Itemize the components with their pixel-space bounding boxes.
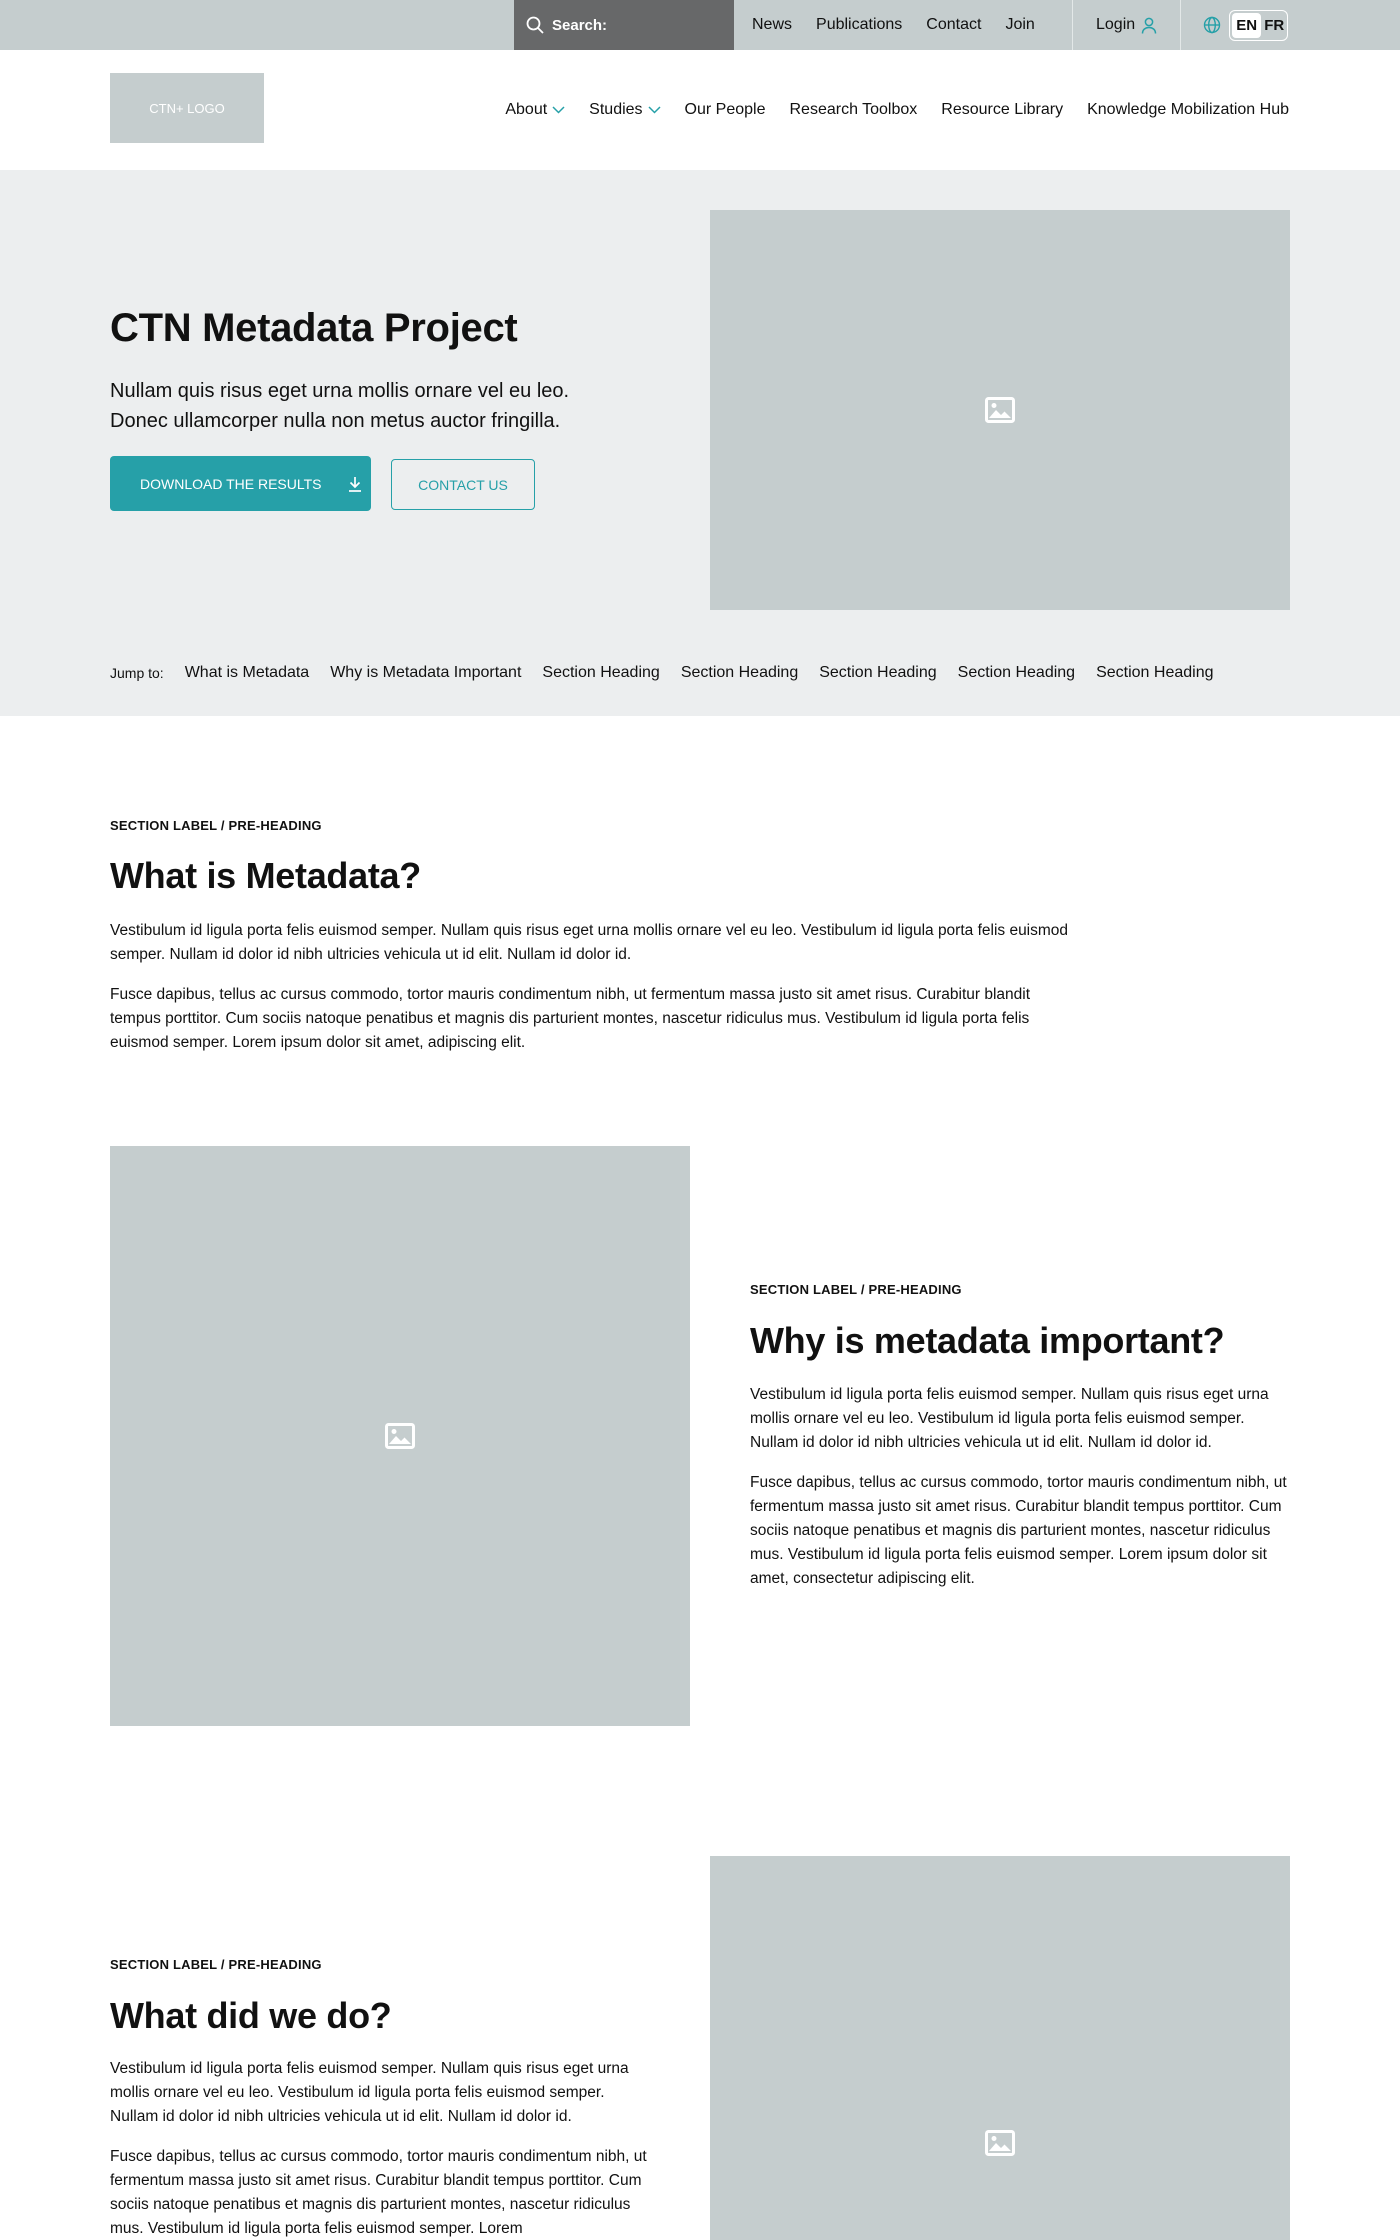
util-link-join[interactable]: Join [1005,16,1035,33]
download-results-button[interactable] [110,456,371,511]
login-button[interactable] [1096,0,1157,50]
search-icon [526,16,544,34]
section-heading: Why is metadata important? [750,1320,1225,1361]
user-icon [1141,17,1157,34]
nav-item-research-toolbox[interactable]: Research Toolbox [789,101,918,118]
search-placeholder: Search: [552,16,608,34]
globe-icon [1203,16,1221,34]
language-en[interactable]: EN [1232,13,1261,38]
image-placeholder [110,1146,690,1726]
nav-item-about[interactable] [505,101,565,119]
section-paragraph: Fusce dapibus, tellus ac cursus commodo, tortor mauris condimentum nibh, ut fermentum massa justo sit amet risus. Curabitur blandit tempus porttitor. Cum sociis natoque penatibus et magnis dis parturient montes, nascetur ridiculus mus. Vestibulum id ligula porta felis euismod semper. Lorem ipsum dolor sit amet, adipiscing elit. [110,986,1031,1051]
download-icon [348,476,362,492]
section-paragraph: Vestibulum id ligula porta felis euismod semper. Nullam quis risus eget urna mollis ornare vel eu leo. Vestibulum id ligula porta felis euismod semper. Nullam id dolor id nibh ultricies vehicula ut id elit. Nullam id dolor id. [750,1386,1269,1451]
section-heading: What is Metadata? [110,855,421,896]
main-nav [505,50,1289,170]
hero-section [0,170,1400,716]
button-label: CONTACT US [418,476,508,493]
chevron-down-icon [648,106,661,114]
logo-text: CTN+ LOGO [149,100,225,116]
image-icon [385,1423,415,1449]
language-fr[interactable]: FR [1264,17,1285,34]
hero-subtitle: Nullam quis risus eget urna mollis ornare vel eu leo. Donec ullamcorper nulla non metus auctor fringilla. [110,380,570,432]
section-heading: What did we do? [110,1995,392,2036]
page-title: CTN Metadata Project [110,306,518,350]
jump-link[interactable]: Why is Metadata Important [330,664,522,681]
nav-item-studies[interactable] [589,101,660,119]
jump-link[interactable]: Section Heading [957,664,1076,681]
image-icon [985,2130,1015,2156]
section-pre-heading: SECTION LABEL / PRE-HEADING [750,1282,962,1297]
section-pre-heading: SECTION LABEL / PRE-HEADING [110,1957,322,1972]
section-paragraph: Fusce dapibus, tellus ac cursus commodo, tortor mauris condimentum nibh, ut fermentum massa justo sit amet risus. Curabitur blandit tempus porttitor. Cum sociis natoque penatibus et magnis dis parturient montes, nascetur ridiculus mus. Vestibulum id ligula porta felis euismod semper. Lorem [110,2148,647,2237]
jump-link[interactable]: Section Heading [819,664,937,681]
jump-link[interactable]: Section Heading [680,664,799,681]
hero-image-placeholder [710,210,1290,610]
nav-item-knowledge-mobilization-hub[interactable]: Knowledge Mobilization Hub [1087,101,1289,118]
nav-label: About [505,101,548,118]
chevron-down-icon [552,106,565,114]
util-link-publications[interactable]: Publications [816,16,903,33]
jump-to-label: Jump to: [110,665,164,681]
divider [1072,0,1073,50]
nav-item-resource-library[interactable]: Resource Library [941,101,1064,118]
util-link-contact[interactable]: Contact [926,16,982,33]
contact-us-button[interactable] [391,459,535,510]
jump-link[interactable]: Section Heading [542,664,660,681]
language-switcher [1229,10,1288,41]
button-label: DOWNLOAD THE RESULTS [140,475,322,492]
util-link-news[interactable]: News [752,16,793,33]
image-icon [985,397,1015,423]
jump-to-nav [110,664,1235,682]
section-paragraph: Vestibulum id ligula porta felis euismod semper. Nullam quis risus eget urna mollis ornare vel eu leo. Vestibulum id ligula porta felis euismod semper. Nullam id dolor id nibh ultricies vehicula ut id elit. Nullam id dolor id. [110,922,1069,963]
nav-label: Studies [589,101,643,118]
section-paragraph: Vestibulum id ligula porta felis euismod semper. Nullam quis risus eget urna mollis ornare vel eu leo. Vestibulum id ligula porta felis euismod semper. Nullam id dolor id nibh ultricies vehicula ut id elit. Nullam id dolor id. [110,2060,629,2125]
image-placeholder [710,1856,1290,2240]
utility-links [740,0,1047,50]
divider [1180,0,1181,50]
nav-item-our-people[interactable]: Our People [684,101,766,118]
jump-link[interactable]: Section Heading [1096,664,1214,681]
site-logo[interactable] [110,73,264,143]
section-paragraph: Fusce dapibus, tellus ac cursus commodo, tortor mauris condimentum nibh, ut fermentum massa justo sit amet risus. Curabitur blandit tempus porttitor. Cum sociis natoque penatibus et magnis dis parturient montes, nascetur ridiculus mus. Vestibulum id ligula porta felis euismod semper. Lorem ipsum dolor sit amet, consectetur adipiscing elit. [750,1474,1287,1587]
search-input[interactable] [514,0,734,50]
jump-link[interactable]: What is Metadata [184,664,310,681]
section-pre-heading: SECTION LABEL / PRE-HEADING [110,818,322,833]
utility-bar [0,0,1400,50]
main-header [0,50,1400,170]
login-label: Login [1096,16,1136,33]
